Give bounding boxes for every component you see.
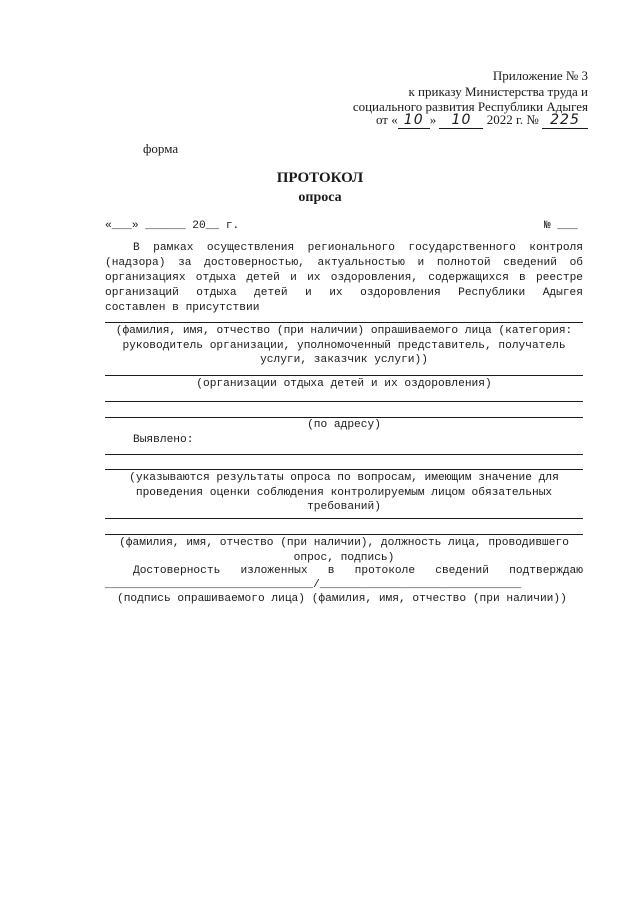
protocol-date-field: «___» ______ 20__ г.	[105, 220, 240, 232]
organization-input-line	[105, 375, 583, 376]
caption-line: проведения оценки соблюдения контролируемым лицом обязательных	[135, 486, 553, 499]
intro-line: организаций отдыха детей и их оздоровления Республики Адыгея	[105, 287, 583, 299]
document-subtitle: опроса	[298, 190, 342, 205]
address-caption: (по адресу)	[307, 419, 381, 431]
order-date-line	[376, 112, 588, 129]
conductor-input-line-1	[105, 518, 583, 519]
appendix-label: Приложение № 3	[492, 68, 588, 83]
results-input-line-1	[105, 454, 583, 455]
document-title: ПРОТОКОЛ	[276, 170, 364, 186]
conductor-caption	[105, 536, 583, 565]
caption-line: (фамилия, имя, отчество (при наличии) опрашиваемого лица (категория:	[115, 325, 573, 337]
organization-caption: (организации отдыха детей и их оздоровления)	[196, 378, 492, 390]
intro-line: организациях отдыха детей и их оздоровления, содержащихся в реестре	[105, 272, 583, 284]
revealed-label: Выявлено:	[133, 434, 194, 446]
confirmation-text	[133, 564, 583, 579]
address-input-line-1	[105, 401, 583, 402]
caption-line: требований)	[307, 501, 381, 513]
order-month: 10	[439, 112, 483, 129]
person-caption	[105, 324, 583, 368]
caption-line: опрос, подпись)	[293, 551, 395, 564]
date-mid: »	[429, 112, 440, 127]
order-ministry-line: к приказу Министерства труда и	[408, 84, 588, 99]
ministry-republic-line: социального развития Республики Адыгея	[352, 99, 588, 114]
signature-caption: (подпись опрашиваемого лица) (фамилия, имя, отчество (при наличии))	[117, 593, 567, 605]
caption-line: руководитель организации, уполномоченный представитель, получатель	[122, 339, 566, 352]
order-number: 225	[542, 112, 588, 129]
date-prefix: от «	[375, 112, 398, 127]
intro-paragraph	[105, 241, 583, 316]
intro-line: составлен в присутствии	[105, 302, 260, 314]
person-input-line	[105, 322, 583, 323]
signature-line: _______________________________/______________________________	[105, 579, 522, 591]
confirmation-line: Достоверность изложенных в протоколе сведений подтверждаю	[133, 565, 583, 577]
protocol-number-field: № ___	[544, 220, 578, 232]
intro-line: В рамках осуществления регионального государственного контроля	[133, 242, 583, 254]
results-input-line-2	[105, 469, 583, 470]
caption-line: (фамилия, имя, отчество (при наличии), должность лица, проводившего	[119, 537, 569, 549]
intro-line: (надзора) за достоверностью, актуальностью и полнотой сведений об	[105, 257, 583, 269]
year-text: 2022 г. №	[483, 112, 542, 127]
results-caption	[105, 471, 583, 515]
caption-line: услуги, заказчик услуги))	[260, 354, 428, 366]
caption-line: (указываются результаты опроса по вопросам, имеющим значение для	[129, 472, 559, 484]
conductor-input-line-2	[105, 534, 583, 535]
order-day: 10	[398, 112, 430, 129]
form-label: форма	[143, 141, 179, 156]
